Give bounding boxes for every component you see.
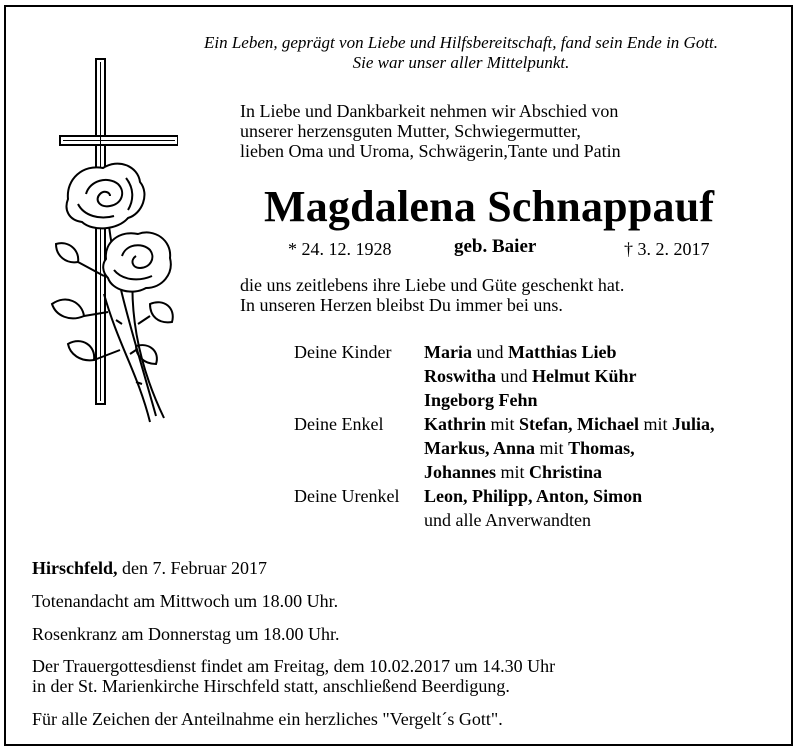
totenandacht-line: Totenandacht am Mittwoch um 18.00 Uhr.	[32, 591, 339, 611]
date: den 7. Februar 2017	[117, 558, 267, 578]
family-connector: mit	[496, 462, 530, 482]
family-line	[424, 412, 715, 436]
death-date: † 3. 2. 2017	[624, 239, 710, 259]
thanks-line: Für alle Zeichen der Anteilnahme ein herzliches "Vergelt´s Gott".	[32, 709, 503, 729]
grandchildren-label: Deine Enkel	[294, 414, 384, 434]
family-connector: mit	[535, 438, 569, 458]
intro-line-3: lieben Oma und Uroma, Schwägerin,Tante und Patin	[240, 141, 621, 161]
family-member-name: Thomas,	[568, 438, 635, 458]
family-line	[424, 508, 642, 532]
family-line	[424, 460, 715, 484]
motto-line-1: Ein Leben, geprägt von Liebe und Hilfsbereitschaft, fand sein Ende in Gott.	[203, 33, 719, 52]
maiden-name: geb. Baier	[454, 236, 537, 257]
grandchildren-list	[424, 412, 715, 484]
cross-with-roses-illustration	[38, 54, 178, 434]
children-label: Deine Kinder	[294, 342, 392, 362]
motto	[156, 33, 766, 73]
tribute-text	[240, 275, 624, 315]
gottesdienst-line-2: in der St. Marienkirche Hirschfeld statt, anschließend Beerdigung.	[32, 676, 510, 696]
rosenkranz-line: Rosenkranz am Donnerstag um 18.00 Uhr.	[32, 624, 340, 644]
obituary-notice	[4, 5, 793, 746]
family-member-name: Leon, Philipp, Anton, Simon	[424, 486, 643, 506]
great-grandchildren-list	[424, 484, 642, 532]
family-member-name: Johannes	[424, 462, 497, 482]
family-member-name: Matthias Lieb	[507, 342, 617, 362]
family-member-name: Roswitha	[424, 366, 497, 386]
family-line	[424, 364, 637, 388]
family-connector: mit	[639, 414, 673, 434]
family-connector: und	[471, 342, 508, 362]
intro-text	[240, 101, 621, 161]
deceased-name: Magdalena Schnappauf	[264, 182, 715, 231]
family-line	[424, 340, 637, 364]
place-and-date	[32, 558, 267, 578]
family-member-name: Stefan, Michael	[519, 414, 640, 434]
family-connector: mit	[486, 414, 520, 434]
tribute-line-2: In unseren Herzen bleibst Du immer bei uns.	[240, 295, 563, 315]
gottesdienst-line-1: Der Trauergottesdienst findet am Freitag, dem 10.02.2017 um 14.30 Uhr	[32, 656, 556, 676]
family-line	[424, 484, 642, 508]
birth-date: * 24. 12. 1928	[288, 239, 392, 259]
family-member-name: Julia,	[672, 414, 715, 434]
place: Hirschfeld,	[32, 558, 118, 578]
family-line	[424, 436, 715, 460]
family-member-name: Maria	[424, 342, 472, 362]
intro-line-2: unserer herzensguten Mutter, Schwiegermutter,	[240, 121, 581, 141]
family-member-name: Helmut Kühr	[532, 366, 637, 386]
family-connector: und	[496, 366, 533, 386]
intro-line-1: In Liebe und Dankbarkeit nehmen wir Abschied von	[240, 101, 619, 121]
children-list	[424, 340, 637, 412]
family-member-name: Markus, Anna	[424, 438, 536, 458]
family-connector: und alle Anverwandten	[424, 510, 591, 530]
tribute-line-1: die uns zeitlebens ihre Liebe und Güte geschenkt hat.	[240, 275, 625, 295]
family-member-name: Kathrin	[424, 414, 487, 434]
great-grandchildren-label: Deine Urenkel	[294, 486, 400, 506]
family-member-name: Christina	[529, 462, 603, 482]
motto-line-2: Sie war unser aller Mittelpunkt.	[352, 53, 570, 72]
family-member-name: Ingeborg Fehn	[424, 390, 538, 410]
family-line	[424, 388, 637, 412]
